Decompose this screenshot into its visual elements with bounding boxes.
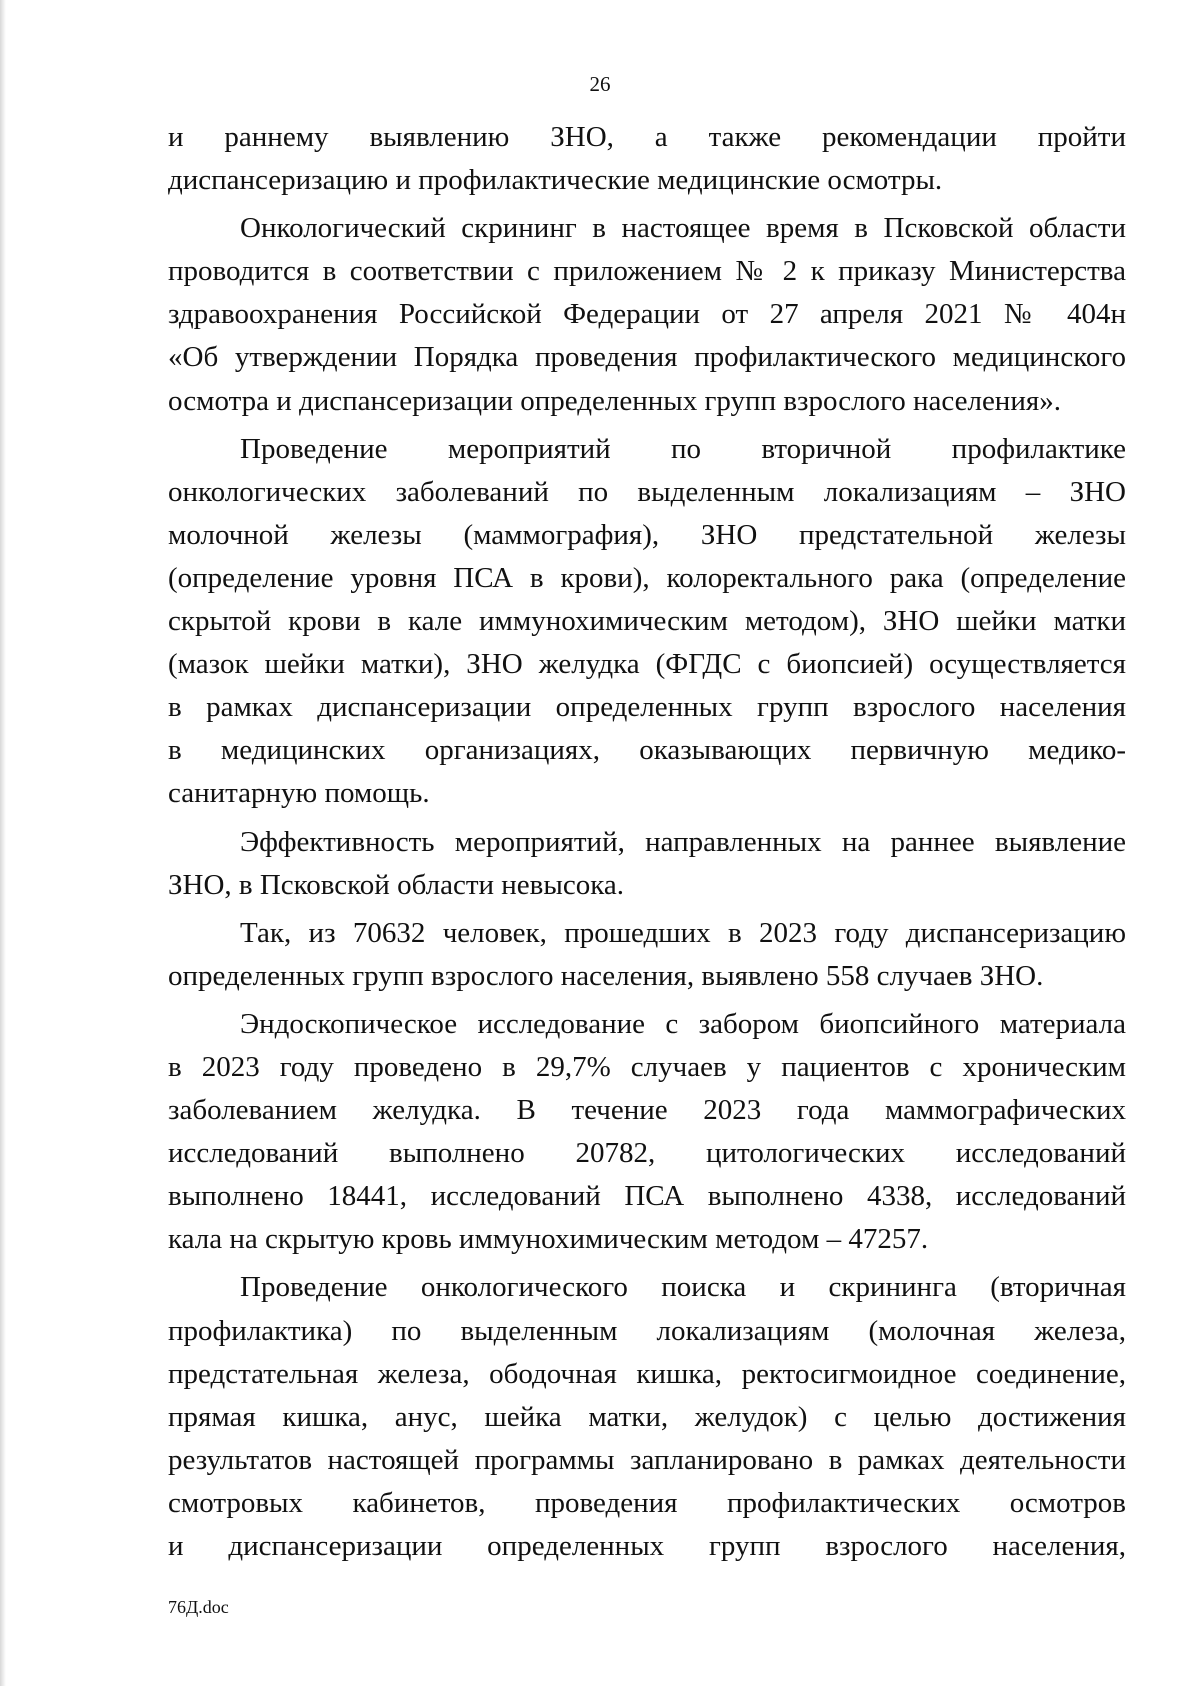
paragraph xyxy=(168,821,1126,907)
paragraph xyxy=(168,1003,1126,1262)
paragraph xyxy=(168,116,1126,202)
text-line: санитарную помощь. xyxy=(168,777,430,810)
text-line: и диспансеризации определенных групп взрослого населения, xyxy=(168,1530,1126,1562)
text-line: (мазок шейки матки), ЗНО желудка (ФГДС с биопсией) осуществляется xyxy=(168,648,1126,681)
text-line: Онкологический скрининг в настоящее время в Псковской области xyxy=(240,212,1126,245)
text-line: в медицинских организациях, оказывающих первичную медико- xyxy=(168,734,1126,767)
text-line: исследований выполнено 20782, цитологических исследований xyxy=(168,1137,1126,1170)
text-line: молочной железы (маммография), ЗНО предстательной железы xyxy=(168,518,1126,551)
page-number: 26 xyxy=(589,72,611,96)
text-line: и раннему выявлению ЗНО, а также рекомендации пройти xyxy=(168,121,1126,153)
text-line: Эффективность мероприятий, направленных на раннее выявление xyxy=(240,825,1126,858)
text-line: Так, из 70632 человек, прошедших в 2023 году диспансеризацию xyxy=(240,916,1126,949)
text-line: выполнено 18441, исследований ПСА выполнено 4338, исследований xyxy=(168,1180,1126,1213)
paragraph xyxy=(168,428,1126,816)
text-line: в рамках диспансеризации определенных групп взрослого населения xyxy=(168,691,1126,724)
text-line: определенных групп взрослого населения, выявлено 558 случаев ЗНО. xyxy=(168,959,1044,992)
text-line: результатов настоящей программы запланировано в рамках деятельности xyxy=(168,1443,1126,1476)
text-line: «Об утверждении Порядка проведения профилактического медицинского xyxy=(168,341,1126,374)
paragraph xyxy=(168,912,1126,998)
text-line: смотровых кабинетов, проведения профилактических осмотров xyxy=(168,1486,1126,1519)
paragraph xyxy=(168,1266,1126,1568)
text-line: прямая кишка, анус, шейка матки, желудок) с целью достижения xyxy=(168,1400,1126,1433)
text-line: заболеванием желудка. В течение 2023 года маммографических xyxy=(168,1094,1126,1127)
document-body xyxy=(168,116,1126,1568)
text-line: кала на скрытую кровь иммунохимическим методом – 47257. xyxy=(168,1223,929,1256)
text-line: онкологических заболеваний по выделенным локализациям – ЗНО xyxy=(168,475,1126,508)
text-line: Эндоскопическое исследование с забором биопсийного материала xyxy=(240,1007,1126,1040)
text-line: диспансеризацию и профилактические медицинские осмотры. xyxy=(168,164,943,197)
text-line: осмотра и диспансеризации определенных групп взрослого населения». xyxy=(168,384,1061,417)
scan-edge xyxy=(0,0,6,1686)
text-line: ЗНО, в Псковской области невысока. xyxy=(168,868,624,901)
text-line: Проведение онкологического поиска и скрининга (вторичная xyxy=(240,1271,1126,1304)
paragraph xyxy=(168,207,1126,422)
text-line: проводится в соответствии с приложением № 2 к приказу Министерства xyxy=(168,255,1126,288)
text-line: в 2023 году проведено в 29,7% случаев у пациентов с хроническим xyxy=(168,1050,1126,1083)
footer-filename: 76Д.doc xyxy=(168,1597,229,1617)
text-line: Проведение мероприятий по вторичной профилактике xyxy=(240,432,1126,465)
text-line: здравоохранения Российской Федерации от 27 апреля 2021 № 404н xyxy=(168,298,1126,331)
text-line: скрытой крови в кале иммунохимическим методом), ЗНО шейки матки xyxy=(168,605,1126,638)
text-line: предстательная железа, ободочная кишка, ректосигмоидное соединение, xyxy=(168,1357,1126,1390)
text-line: профилактика) по выделенным локализациям (молочная железа, xyxy=(168,1314,1126,1347)
text-line: (определение уровня ПСА в крови), колоректального рака (определение xyxy=(168,561,1126,594)
